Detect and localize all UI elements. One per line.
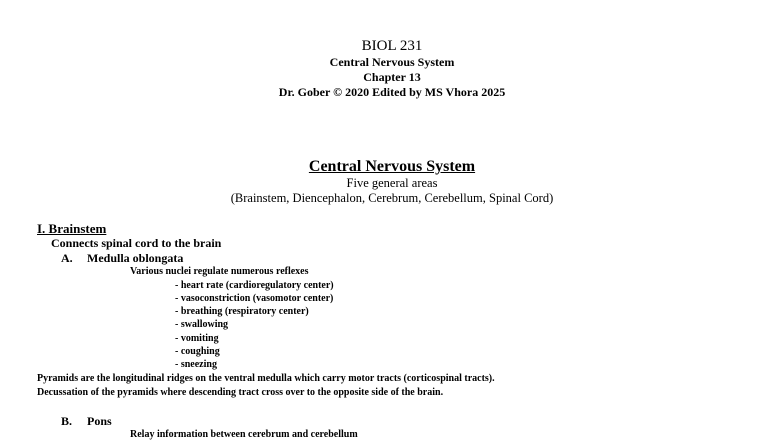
subsection-title: Pons xyxy=(87,414,112,428)
overview-title: Central Nervous System xyxy=(308,158,476,175)
reflex-item: - sneezing xyxy=(175,359,217,370)
reflex-item: - swallowing xyxy=(175,319,229,330)
section-heading-brainstem: I. Brainstem xyxy=(37,221,107,236)
reflex-item: - heart rate (cardioregulatory center) xyxy=(175,280,334,291)
subsection-title: Medulla oblongata xyxy=(87,251,184,265)
course-topic: Central Nervous System xyxy=(329,55,455,69)
reflex-item: - vasoconstriction (vasomotor center) xyxy=(175,293,334,304)
overview-areas: (Brainstem, Diencephalon, Cerebrum, Cerebellum, Spinal Cord) xyxy=(230,191,554,205)
brainstem-intro: Connects spinal cord to the brain xyxy=(51,236,222,250)
reflex-item: - coughing xyxy=(175,346,220,357)
subsection-medulla xyxy=(61,252,183,264)
subsection-pons xyxy=(61,415,112,427)
pyramids-note: Pyramids are the longitudinal ridges on the ventral medulla which carry motor tracts (corticospinal tracts). xyxy=(37,373,495,384)
reflex-item: - breathing (respiratory center) xyxy=(175,306,309,317)
medulla-lead: Various nuclei regulate numerous reflexes xyxy=(130,266,309,277)
chapter-label: Chapter 13 xyxy=(363,70,421,84)
decussation-note: Decussation of the pyramids where descending tract cross over to the opposite side of the brain. xyxy=(37,387,444,398)
author-credit: Dr. Gober © 2020 Edited by MS Vhora 2025 xyxy=(278,85,506,99)
list-marker: B. xyxy=(61,414,73,428)
list-marker: A. xyxy=(61,251,73,265)
pons-desc: Relay information between cerebrum and cerebellum xyxy=(130,429,358,440)
reflex-item: - vomiting xyxy=(175,333,219,344)
overview-subtitle: Five general areas xyxy=(346,176,438,190)
course-code: BIOL 231 xyxy=(361,38,423,54)
